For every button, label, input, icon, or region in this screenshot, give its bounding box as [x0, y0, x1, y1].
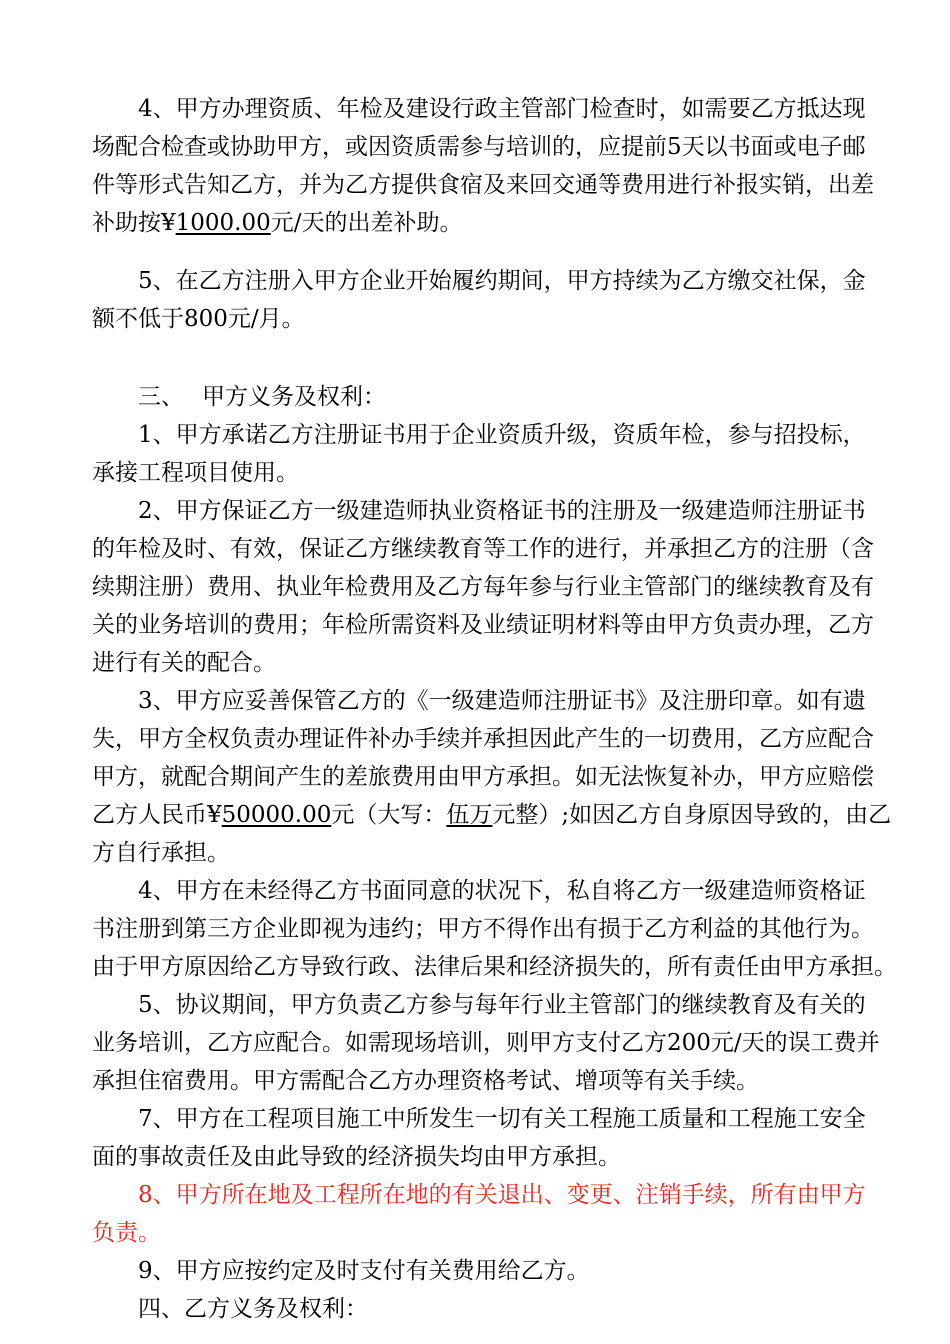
clause-4-line-4	[92, 204, 840, 242]
section-3-clause-7	[92, 1100, 866, 1176]
section-3-clause-8	[92, 1176, 866, 1252]
compensation-suffix: 元整）;如因乙方自身原因导致的，由乙	[492, 802, 892, 828]
section-3-heading	[92, 378, 840, 416]
section-3-number: 三、	[138, 384, 184, 410]
s3-clause-3-line-1: 3、甲方应妥善保管乙方的《一级建造师注册证书》及注册印章。如有遗	[138, 688, 866, 714]
section-4-title: 四、乙方义务及权利：	[138, 1296, 368, 1322]
s3-clause-8-line-2: 负责。	[92, 1220, 161, 1246]
clause-5-paragraph	[92, 262, 866, 338]
s3-clause-5-line-1: 5、协议期间，甲方负责乙方参与每年行业主管部门的继续教育及有关的	[138, 992, 866, 1018]
allowance-suffix: 元/天的出差补助。	[270, 210, 463, 236]
s3-clause-8-line-1: 8、甲方所在地及工程所在地的有关退出、变更、注销手续，所有由甲方	[138, 1182, 866, 1208]
section-3-clause-2	[92, 492, 874, 682]
s3-clause-3-line-3: 甲方，就配合期间产生的差旅费用由甲方承担。如无法恢复补办，甲方应赔偿	[92, 764, 874, 790]
compensation-prefix: 乙方人民币¥	[92, 802, 222, 828]
s3-clause-5-line-3: 承担住宿费用。甲方需配合乙方办理资格考试、增项等有关手续。	[92, 1068, 759, 1094]
section-4-heading	[92, 1290, 840, 1328]
clause-4-line-1: 4、甲方办理资质、年检及建设行政主管部门检查时，如需要乙方抵达现	[138, 96, 866, 122]
clause-5-line-1: 5、在乙方注册入甲方企业开始履约期间，甲方持续为乙方缴交社保，金	[138, 268, 866, 294]
section-3-clause-5	[92, 986, 880, 1100]
section-3-clause-9	[92, 1252, 840, 1290]
s3-clause-7-line-1: 7、甲方在工程项目施工中所发生一切有关工程施工质量和工程施工安全	[138, 1106, 866, 1132]
section-3-clause-1	[92, 416, 866, 492]
s3-clause-2-line-2: 的年检及时、有效，保证乙方继续教育等工作的进行，并承担乙方的注册（含	[92, 536, 874, 562]
s3-clause-1-line-2: 承接工程项目使用。	[92, 460, 299, 486]
clause-5-line-2: 额不低于800元/月。	[92, 306, 305, 332]
compensation-amount-words: 伍万	[446, 802, 493, 828]
clause-4-line-3: 件等形式告知乙方，并为乙方提供食宿及来回交通等费用进行补报实销，出差	[92, 172, 874, 198]
allowance-prefix: 补助按¥	[92, 210, 176, 236]
section-3-clause-3	[92, 682, 892, 872]
s3-clause-2-line-1: 2、甲方保证乙方一级建造师执业资格证书的注册及一级建造师注册证书	[138, 498, 866, 524]
s3-clause-2-line-3: 续期注册）费用、执业年检费用及乙方每年参与行业主管部门的继续教育及有	[92, 574, 874, 600]
s3-clause-3-line-2: 失，甲方全权负责办理证件补办手续并承担因此产生的一切费用，乙方应配合	[92, 726, 874, 752]
s3-clause-2-line-4: 关的业务培训的费用；年检所需资料及业绩证明材料等由甲方负责办理，乙方	[92, 612, 874, 638]
section-3-title: 甲方义务及权利：	[202, 384, 386, 410]
section-3-clause-4	[92, 872, 897, 986]
clause-4-paragraph	[92, 90, 874, 242]
s3-clause-3-line-4	[92, 796, 892, 834]
s3-clause-1-line-1: 1、甲方承诺乙方注册证书用于企业资质升级，资质年检，参与招投标，	[138, 422, 866, 448]
compensation-mid: 元（大写：	[331, 802, 447, 828]
allowance-amount: 1000.00	[175, 210, 271, 236]
s3-clause-3-line-5: 方自行承担。	[92, 840, 230, 866]
s3-clause-5-line-2: 业务培训，乙方应配合。如需现场培训，则甲方支付乙方200元/天的误工费并	[92, 1030, 880, 1056]
s3-clause-4-line-1: 4、甲方在未经得乙方书面同意的状况下，私自将乙方一级建造师资格证	[138, 878, 866, 904]
s3-clause-4-line-2: 书注册到第三方企业即视为违约；甲方不得作出有损于乙方利益的其他行为。	[92, 916, 874, 942]
s3-clause-2-line-5: 进行有关的配合。	[92, 650, 276, 676]
s3-clause-7-line-2: 面的事故责任及由此导致的经济损失均由甲方承担。	[92, 1144, 621, 1170]
s3-clause-9-line-1: 9、甲方应按约定及时支付有关费用给乙方。	[138, 1258, 590, 1284]
clause-4-line-2: 场配合检查或协助甲方，或因资质需参与培训的，应提前5天以书面或电子邮	[92, 134, 866, 160]
compensation-amount: 50000.00	[221, 802, 332, 828]
s3-clause-4-line-3: 由于甲方原因给乙方导致行政、法律后果和经济损失的，所有责任由甲方承担。	[92, 954, 897, 980]
